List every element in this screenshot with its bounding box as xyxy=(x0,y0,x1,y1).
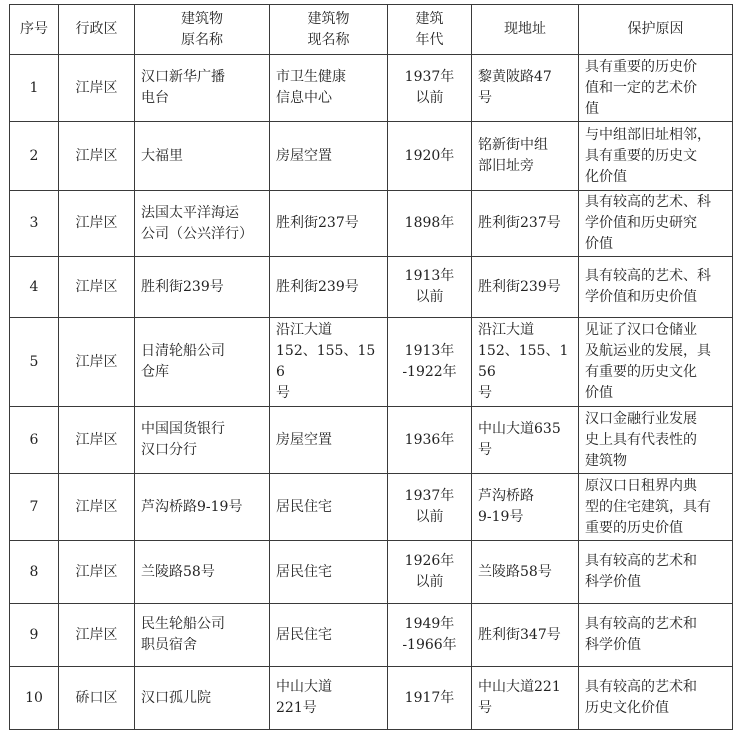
cell-address: 黎黄陂路47 号 xyxy=(472,55,579,122)
table-row xyxy=(10,191,733,257)
cell-year: 1920年 xyxy=(388,122,472,191)
cell-address: 沿江大道 152、155、156 号 xyxy=(472,318,579,407)
table-row xyxy=(10,407,733,474)
cell-current-name: 居民住宅 xyxy=(270,604,388,667)
cell-current-name: 房屋空置 xyxy=(270,122,388,191)
cell-original-name: 民生轮船公司 职员宿舍 xyxy=(135,604,270,667)
cell-reason: 具有较高的艺术、科 学价值和历史价值 xyxy=(579,257,733,318)
cell-reason: 具有较高的艺术和 科学价值 xyxy=(579,604,733,667)
cell-address: 中山大道221 号 xyxy=(472,667,579,730)
cell-seq: 3 xyxy=(10,191,59,257)
cell-reason: 与中组部旧址相邻， 具有重要的历史文 化价值 xyxy=(579,122,733,191)
cell-address: 铭新街中组 部旧址旁 xyxy=(472,122,579,191)
cell-seq: 10 xyxy=(10,667,59,730)
cell-year: 1917年 xyxy=(388,667,472,730)
table-row xyxy=(10,541,733,604)
cell-year: 1937年 以前 xyxy=(388,55,472,122)
cell-original-name: 中国国货银行 汉口分行 xyxy=(135,407,270,474)
cell-reason: 具有重要的历史价 值和一定的艺术价 值 xyxy=(579,55,733,122)
cell-reason: 具有较高的艺术、科 学价值和历史研究 价值 xyxy=(579,191,733,257)
cell-current-name: 居民住宅 xyxy=(270,474,388,541)
cell-year: 1913年 以前 xyxy=(388,257,472,318)
header-current-name: 建筑物 现名称 xyxy=(270,5,388,55)
cell-address: 中山大道635 号 xyxy=(472,407,579,474)
cell-address: 芦沟桥路 9-19号 xyxy=(472,474,579,541)
cell-district: 江岸区 xyxy=(59,55,135,122)
cell-district: 江岸区 xyxy=(59,257,135,318)
table-row xyxy=(10,318,733,407)
header-seq: 序号 xyxy=(10,5,59,55)
table-header-row xyxy=(10,5,733,55)
cell-current-name: 沿江大道 152、155、156 号 xyxy=(270,318,388,407)
table-row xyxy=(10,257,733,318)
cell-year: 1937年 以前 xyxy=(388,474,472,541)
cell-year: 1898年 xyxy=(388,191,472,257)
table-row xyxy=(10,122,733,191)
cell-seq: 4 xyxy=(10,257,59,318)
cell-reason: 原汉口日租界内典 型的住宅建筑，具有 重要的历史价值 xyxy=(579,474,733,541)
cell-seq: 7 xyxy=(10,474,59,541)
cell-current-name: 胜利街239号 xyxy=(270,257,388,318)
cell-district: 江岸区 xyxy=(59,407,135,474)
header-year: 建筑 年代 xyxy=(388,5,472,55)
cell-address: 胜利街237号 xyxy=(472,191,579,257)
cell-seq: 5 xyxy=(10,318,59,407)
cell-seq: 1 xyxy=(10,55,59,122)
cell-seq: 8 xyxy=(10,541,59,604)
cell-original-name: 芦沟桥路9-19号 xyxy=(135,474,270,541)
cell-address: 兰陵路58号 xyxy=(472,541,579,604)
header-reason: 保护原因 xyxy=(579,5,733,55)
table-row xyxy=(10,474,733,541)
table-row xyxy=(10,604,733,667)
heritage-buildings-table xyxy=(9,4,733,730)
cell-district: 硚口区 xyxy=(59,667,135,730)
cell-address: 胜利街239号 xyxy=(472,257,579,318)
cell-year: 1913年 -1922年 xyxy=(388,318,472,407)
cell-reason: 汉口金融行业发展 史上具有代表性的 建筑物 xyxy=(579,407,733,474)
cell-seq: 6 xyxy=(10,407,59,474)
cell-original-name: 汉口新华广播 电台 xyxy=(135,55,270,122)
cell-district: 江岸区 xyxy=(59,122,135,191)
cell-seq: 9 xyxy=(10,604,59,667)
cell-original-name: 汉口孤儿院 xyxy=(135,667,270,730)
cell-original-name: 法国太平洋海运 公司（公兴洋行） xyxy=(135,191,270,257)
cell-district: 江岸区 xyxy=(59,318,135,407)
cell-current-name: 胜利街237号 xyxy=(270,191,388,257)
cell-current-name: 房屋空置 xyxy=(270,407,388,474)
cell-original-name: 胜利街239号 xyxy=(135,257,270,318)
cell-district: 江岸区 xyxy=(59,541,135,604)
cell-original-name: 日清轮船公司 仓库 xyxy=(135,318,270,407)
cell-seq: 2 xyxy=(10,122,59,191)
cell-year: 1926年 以前 xyxy=(388,541,472,604)
cell-current-name: 居民住宅 xyxy=(270,541,388,604)
cell-reason: 见证了汉口仓储业 及航运业的发展，具 有重要的历史文化 价值 xyxy=(579,318,733,407)
cell-original-name: 大福里 xyxy=(135,122,270,191)
cell-original-name: 兰陵路58号 xyxy=(135,541,270,604)
header-district: 行政区 xyxy=(59,5,135,55)
cell-reason: 具有较高的艺术和 科学价值 xyxy=(579,541,733,604)
cell-current-name: 市卫生健康 信息中心 xyxy=(270,55,388,122)
cell-current-name: 中山大道 221号 xyxy=(270,667,388,730)
table-row xyxy=(10,667,733,730)
cell-year: 1949年 -1966年 xyxy=(388,604,472,667)
cell-district: 江岸区 xyxy=(59,604,135,667)
header-address: 现地址 xyxy=(472,5,579,55)
cell-district: 江岸区 xyxy=(59,191,135,257)
cell-year: 1936年 xyxy=(388,407,472,474)
cell-reason: 具有较高的艺术和 历史文化价值 xyxy=(579,667,733,730)
header-original-name: 建筑物 原名称 xyxy=(135,5,270,55)
cell-district: 江岸区 xyxy=(59,474,135,541)
table-row xyxy=(10,55,733,122)
cell-address: 胜利街347号 xyxy=(472,604,579,667)
